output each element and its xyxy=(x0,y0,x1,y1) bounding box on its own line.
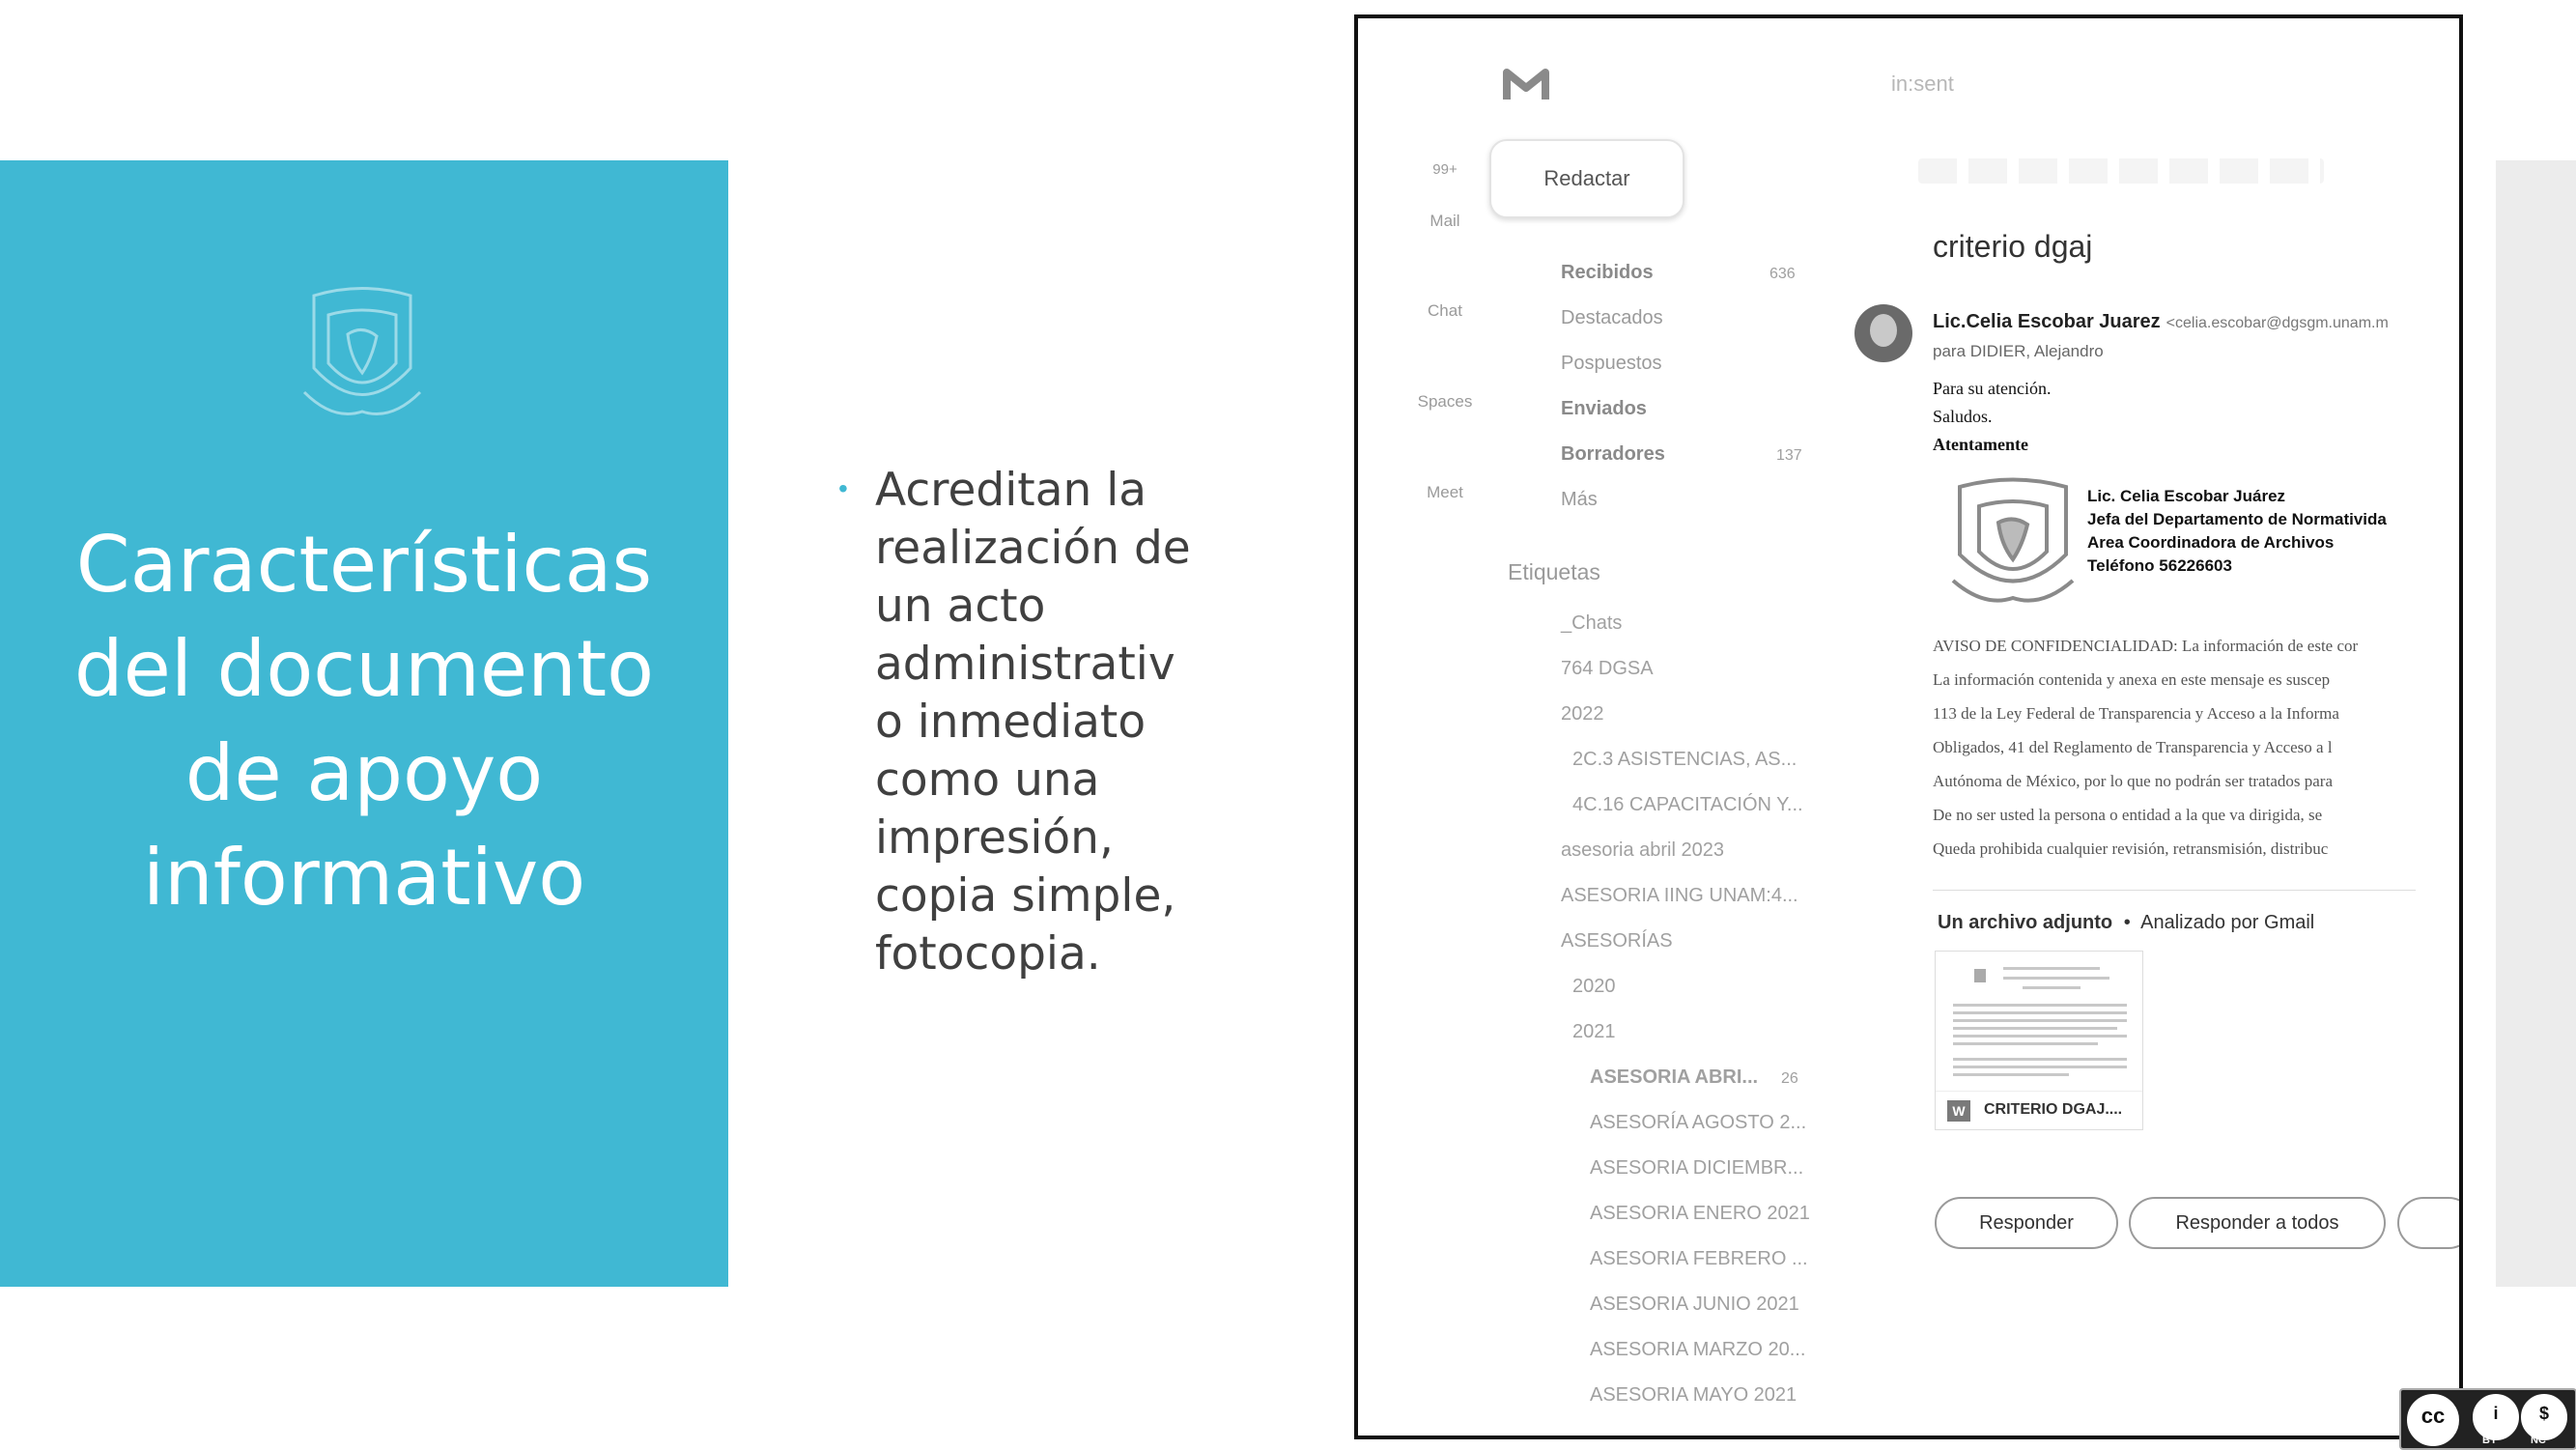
scan-status: Analizado por Gmail xyxy=(2140,912,2315,933)
label-item[interactable]: ASESORÍA AGOSTO 2... xyxy=(1590,1112,1807,1133)
mail-unread-badge: 99+ xyxy=(1432,161,1458,178)
label-item[interactable]: ASESORIA JUNIO 2021 xyxy=(1590,1294,1799,1315)
confidentiality-line: Obligados, 41 del Reglamento de Transparencia y Acceso a l xyxy=(1933,738,2333,756)
folder-sent[interactable]: Enviados xyxy=(1561,398,1647,419)
bullet-item: Acreditan la realización de un acto administrativ o inmediato como una impresión, copia simple, fotocopia. xyxy=(875,464,1191,981)
label-item[interactable]: ASESORIA MAYO 2021 xyxy=(1590,1384,1798,1406)
signature-line: Teléfono 56226603 xyxy=(2087,556,2232,575)
labels-heading: Etiquetas xyxy=(1508,559,1600,584)
signature-line: Area Coordinadora de Archivos xyxy=(2087,533,2335,552)
by-label: BY xyxy=(2482,1435,2498,1446)
label-item[interactable]: asesoria abril 2023 xyxy=(1561,839,1724,861)
email-subject: criterio dgaj xyxy=(1933,229,2093,264)
gmail-screenshot xyxy=(1354,14,2463,1439)
label-item[interactable]: ASESORIA ABRI... xyxy=(1590,1066,1759,1088)
label-count: 26 xyxy=(1781,1070,1798,1087)
folder-more[interactable]: Más xyxy=(1561,489,1598,510)
gmail-logo-icon xyxy=(1503,65,1549,103)
label-item[interactable]: ASESORIA DICIEMBR... xyxy=(1590,1157,1804,1179)
label-item[interactable]: 2020 xyxy=(1572,976,1616,997)
attachment-card[interactable] xyxy=(1935,951,2143,1130)
body-line: Saludos. xyxy=(1933,407,1993,426)
drafts-count: 137 xyxy=(1776,447,1802,464)
signature-line: Jefa del Departamento de Normativida xyxy=(2087,510,2387,528)
cc-license-badge xyxy=(2399,1388,2576,1450)
attachment-name: CRITERIO DGAJ.... xyxy=(1984,1101,2123,1118)
body-line: Atentamente xyxy=(1933,435,2028,454)
confidentiality-line: AVISO DE CONFIDENCIALIDAD: La información de este cor xyxy=(1933,637,2359,655)
rail-meet[interactable]: Meet xyxy=(1427,483,1463,501)
folder-drafts[interactable]: Borradores xyxy=(1561,443,1665,465)
toolbar-blurred xyxy=(1918,158,2324,184)
confidentiality-line: Queda prohibida cualquier revisión, retransmisión, distribuc xyxy=(1933,839,2329,858)
reply-button[interactable]: Responder xyxy=(1935,1197,2118,1249)
rail-mail[interactable]: Mail xyxy=(1430,212,1460,230)
compose-button[interactable]: Redactar xyxy=(1489,139,1684,218)
forward-button[interactable] xyxy=(2397,1197,2463,1249)
attachment-name-bar[interactable] xyxy=(1936,1091,2142,1129)
word-file-icon: W xyxy=(1947,1100,1970,1122)
confidentiality-line: La información contenida y anexa en este mensaje es suscep xyxy=(1933,670,2331,689)
reply-all-button[interactable]: Responder a todos xyxy=(2129,1197,2386,1249)
decorative-strip xyxy=(2496,160,2576,1287)
confidentiality-line: 113 de la Ley Federal de Transparencia y Acceso a la Informa xyxy=(1933,704,2339,723)
recipients[interactable]: para DIDIER, Alejandro xyxy=(1933,342,2104,360)
label-item[interactable]: ASESORIA FEBRERO ... xyxy=(1590,1248,1808,1269)
label-item[interactable]: 2021 xyxy=(1572,1021,1616,1042)
label-item[interactable]: ASESORIA MARZO 20... xyxy=(1590,1339,1806,1360)
unam-crest-icon xyxy=(295,276,430,431)
label-item[interactable]: ASESORÍAS xyxy=(1561,930,1673,952)
signature-line: Lic. Celia Escobar Juárez xyxy=(2087,487,2286,505)
label-item[interactable]: ASESORIA ENERO 2021 xyxy=(1590,1203,1810,1224)
slide-title: Características del documento de apoyo informativo xyxy=(73,520,655,923)
sender-email: <celia.escobar@dgsgm.unam.m xyxy=(2166,315,2389,331)
cc-icon: cc xyxy=(2407,1394,2459,1446)
label-item[interactable]: _Chats xyxy=(1561,612,1623,634)
folder-starred[interactable]: Destacados xyxy=(1561,307,1663,328)
label-item[interactable]: 764 DGSA xyxy=(1561,658,1654,679)
attachments-header xyxy=(1938,912,2314,934)
label-item[interactable]: 4C.16 CAPACITACIÓN Y... xyxy=(1572,794,1803,815)
body-line: Para su atención. xyxy=(1933,379,2052,398)
confidentiality-line: De no ser usted la persona o entidad a la que va dirigida, se xyxy=(1933,806,2323,824)
label-item[interactable]: 2022 xyxy=(1561,703,1604,725)
confidentiality-line: Autónoma de México, por lo que no podrán ser tratados para xyxy=(1933,772,2334,790)
separator-dot: • xyxy=(2123,912,2131,933)
nc-label: NC xyxy=(2531,1435,2546,1446)
divider xyxy=(1933,890,2416,891)
folder-inbox[interactable]: Recibidos xyxy=(1561,262,1654,283)
rail-spaces[interactable]: Spaces xyxy=(1417,392,1473,411)
unam-crest-icon xyxy=(1945,472,2081,617)
sender-line xyxy=(1933,311,2389,333)
sender-name: Lic.Celia Escobar Juarez xyxy=(1933,311,2161,332)
folder-snoozed[interactable]: Pospuestos xyxy=(1561,353,1662,374)
attachment-count: Un archivo adjunto xyxy=(1938,912,2113,933)
bullet-dot-icon: • xyxy=(838,473,848,503)
label-item[interactable]: ASESORIA IING UNAM:4... xyxy=(1561,885,1798,906)
title-panel xyxy=(0,160,728,1287)
search-query[interactable]: in:sent xyxy=(1891,71,1954,96)
person-icon: i xyxy=(2473,1394,2519,1440)
sender-avatar xyxy=(1854,304,1912,362)
nc-icon: $ xyxy=(2521,1394,2567,1440)
inbox-count: 636 xyxy=(1769,266,1796,282)
label-item[interactable]: 2C.3 ASISTENCIAS, AS... xyxy=(1572,749,1798,770)
rail-chat[interactable]: Chat xyxy=(1428,301,1462,320)
